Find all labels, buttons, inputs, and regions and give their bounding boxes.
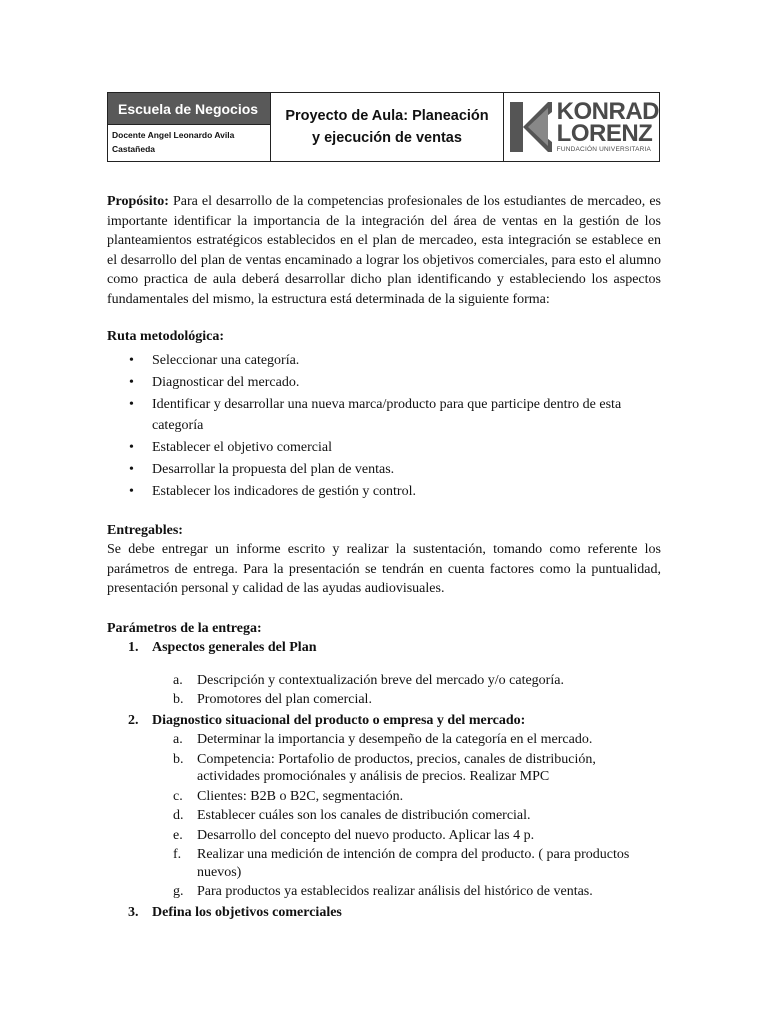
list-item [107,481,661,502]
list-item-text: Seleccionar una categoría. [152,352,300,368]
entregables-paragraph: Se debe entregar un informe escrito y realizar la sustentación, tomando como referente los parámetros de entrega. Para la presentación se tendrán en cuenta factores como la puntualidad, presentación personal y calidad de las ayudas audiovisuales. [107,542,661,596]
university-logo [504,93,659,161]
list-item [107,691,661,709]
list-item [107,372,661,393]
bullet-icon: • [129,374,134,390]
section-1-title [107,638,661,658]
parametros-heading: Parámetros de la entrega: [107,620,262,636]
list-item-text: Diagnosticar del mercado. [152,374,300,390]
list-item [107,394,661,436]
list-item-text: Desarrollo del concepto del nuevo producto. Aplicar las 4 p. [197,827,535,843]
section-2-list [107,731,661,901]
list-item-text: Establecer los indicadores de gestión y control. [152,483,416,499]
list-item-text: Clientes: B2B o B2C, segmentación. [197,788,404,804]
list-item-text: Competencia: Portafolio de productos, precios, canales de distribución, actividades promociónales y análisis de precios. Realizar MPC [197,751,596,784]
section-number: 1. [128,640,139,655]
list-item-text: Determinar la importancia y desempeño de la categoría en el mercado. [197,732,593,747]
bullet-icon: • [129,483,134,499]
ruta-list [107,350,661,502]
logo-text-konrad: KONRAD [556,98,659,125]
item-letter: a. [173,732,183,747]
logo-text-lorenz: LORENZ [556,120,653,147]
list-item [107,672,661,690]
purpose-paragraph [107,192,661,309]
list-item [107,846,661,881]
section-2-title [107,711,661,731]
bullet-icon: • [129,396,134,412]
document-title [271,93,503,161]
list-item-text: Para productos ya establecidos realizar análisis del histórico de ventas. [197,884,593,899]
section-1-list [107,672,661,709]
purpose-text: Para el desarrollo de la competencias profesionales de los estudiantes de mercadeo, es importante identificar la importancia de la integración del área de ventas en la gestión de los planteamientos estratégicos establecidos en el plan de mercadeo, esta integración se establece en el desarrollo del plan de ventas encaminado a lograr los objetivos comerciales, para esto el alumno como practica de aula deberá desarrollar dicho plan identificando y estableciendo los aspectos fundamentales del mismo, la estructura está determinada de la siguiente forma: [107,194,661,307]
list-item [107,437,661,458]
list-item-text: Promotores del plan comercial. [197,692,372,707]
document-body [107,192,661,922]
header-left-cell [108,93,271,161]
entregables-heading: Entregables: [107,522,183,538]
list-item [107,731,661,749]
school-name: Escuela de Negocios [108,93,270,125]
item-letter: b. [173,692,184,707]
list-item-text: Desarrollar la propuesta del plan de ventas. [152,461,395,477]
bullet-icon: • [129,352,134,368]
ruta-heading: Ruta metodológica: [107,329,225,344]
item-letter: a. [173,672,183,688]
list-item-text: Identificar y desarrollar una nueva marca/producto para que participe dentro de esta categoría [152,396,622,433]
title-line-1: Proyecto de Aula: Planeación [285,108,489,124]
item-letter: b. [173,751,184,767]
item-letter: e. [173,827,183,843]
list-item [107,807,661,825]
list-item-text: Establecer cuáles son los canales de distribución comercial. [197,808,531,823]
item-letter: f. [173,847,182,862]
list-item [107,459,661,480]
item-letter: g. [173,884,184,899]
section-number: 3. [128,904,139,920]
list-item-text: Realizar una medición de intención de compra del producto. ( para productos nuevos) [197,847,630,880]
section-number: 2. [128,712,139,728]
document-header [107,92,660,162]
section-title-text: Aspectos generales del Plan [152,640,317,655]
list-item [107,788,661,806]
purpose-label: Propósito: [107,194,169,209]
item-letter: d. [173,808,184,823]
konrad-lorenz-k-icon [508,100,554,154]
section-3-title [107,903,661,923]
section-title-text: Diagnostico situacional del producto o empresa y del mercado: [152,712,526,728]
bullet-icon: • [129,461,134,477]
title-line-2: y ejecución de ventas [312,130,462,146]
list-item [107,827,661,845]
list-item [107,883,661,901]
teacher-name: Docente Angel Leonardo Avila Castañeda [112,130,235,154]
section-title-text: Defina los objetivos comerciales [152,904,342,920]
list-item [107,751,661,786]
logo-subtitle: FUNDACIÓN UNIVERSITARIA [556,146,652,153]
list-item-text: Establecer el objetivo comercial [152,439,332,455]
bullet-icon: • [129,439,134,455]
list-item [107,350,661,371]
item-letter: c. [173,788,183,804]
list-item-text: Descripción y contextualización breve del mercado y/o categoría. [197,672,564,688]
